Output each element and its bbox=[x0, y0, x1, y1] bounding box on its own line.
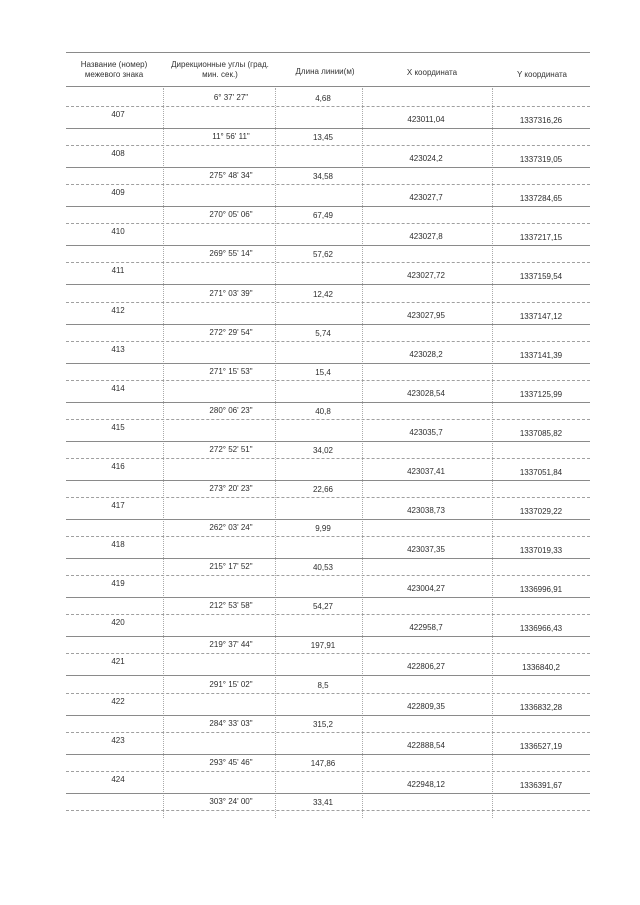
x-coordinate: 423027,72 bbox=[407, 271, 445, 281]
direction-angle: 270° 05' 06" bbox=[209, 210, 253, 220]
header-length: Длина линии(м) bbox=[295, 67, 355, 76]
y-coordinate: 1337051,84 bbox=[519, 467, 563, 477]
line-length: 315,2 bbox=[312, 719, 334, 729]
x-coordinate: 422958,7 bbox=[409, 623, 443, 633]
row-rule bbox=[66, 302, 590, 303]
line-length: 34,02 bbox=[312, 445, 334, 455]
row-rule bbox=[66, 810, 590, 811]
row-rule bbox=[66, 715, 590, 716]
line-length: 22,66 bbox=[312, 485, 334, 494]
row-rule bbox=[66, 324, 590, 325]
y-coordinate: 1337147,12 bbox=[519, 311, 563, 321]
x-coordinate: 422806,27 bbox=[407, 662, 445, 672]
row-rule bbox=[66, 184, 590, 185]
row-rule bbox=[66, 262, 590, 263]
line-length: 57,62 bbox=[312, 250, 334, 260]
y-coordinate: 1337284,65 bbox=[519, 194, 563, 204]
direction-angle: 271° 15' 53" bbox=[209, 366, 253, 376]
row-rule bbox=[66, 558, 590, 559]
mark-number: 417 bbox=[111, 501, 125, 510]
row-rule bbox=[66, 636, 590, 637]
row-rule bbox=[66, 519, 590, 520]
direction-angle: 275° 48' 34" bbox=[209, 171, 253, 181]
y-coordinate: 1336832,28 bbox=[519, 702, 563, 712]
line-length: 54,27 bbox=[312, 602, 334, 612]
x-coordinate: 422888,54 bbox=[407, 740, 445, 750]
row-rule bbox=[66, 732, 590, 733]
line-length: 15,4 bbox=[315, 367, 331, 377]
mark-number: 414 bbox=[111, 383, 125, 393]
line-length: 8,5 bbox=[317, 680, 329, 690]
y-coordinate: 1337316,26 bbox=[519, 116, 563, 125]
row-rule bbox=[66, 223, 590, 224]
y-coordinate: 1337159,54 bbox=[519, 272, 563, 282]
direction-angle: 280° 06' 23" bbox=[209, 405, 253, 415]
direction-angle: 303° 24' 00" bbox=[209, 796, 253, 806]
mark-number: 408 bbox=[111, 149, 125, 159]
row-rule bbox=[66, 693, 590, 694]
y-coordinate: 1336996,91 bbox=[519, 585, 563, 595]
x-coordinate: 423004,27 bbox=[407, 584, 445, 594]
header-mark: Название (номер) межевого знака bbox=[80, 60, 148, 79]
mark-number: 421 bbox=[111, 657, 125, 667]
x-coordinate: 423037,35 bbox=[407, 545, 445, 555]
row-rule bbox=[66, 145, 590, 146]
line-length: 5,74 bbox=[315, 328, 331, 338]
direction-angle: 284° 33' 03" bbox=[209, 718, 253, 728]
x-coordinate: 423037,41 bbox=[407, 466, 445, 476]
row-rule bbox=[66, 597, 590, 598]
line-length: 40,53 bbox=[312, 563, 334, 573]
direction-angle: 6° 37' 27" bbox=[213, 93, 249, 102]
direction-angle: 273° 20' 23" bbox=[209, 484, 253, 493]
mark-number: 418 bbox=[111, 540, 125, 550]
x-coordinate: 423027,7 bbox=[409, 193, 443, 203]
y-coordinate: 1336966,43 bbox=[519, 624, 563, 634]
y-coordinate: 1337125,99 bbox=[519, 389, 563, 399]
row-rule bbox=[66, 675, 590, 676]
y-coordinate: 1337019,33 bbox=[519, 546, 563, 556]
line-length: 13,45 bbox=[312, 133, 334, 143]
mark-number: 424 bbox=[111, 774, 125, 784]
column-divider bbox=[163, 88, 164, 818]
row-rule bbox=[66, 284, 590, 285]
y-coordinate: 1336840,2 bbox=[522, 663, 560, 673]
direction-angle: 219° 37' 44" bbox=[209, 640, 253, 650]
x-coordinate: 423027,8 bbox=[409, 232, 443, 242]
mark-number: 423 bbox=[111, 735, 125, 745]
direction-angle: 215° 17' 52" bbox=[209, 562, 253, 572]
line-length: 12,42 bbox=[312, 289, 334, 299]
y-coordinate: 1337217,15 bbox=[519, 233, 563, 243]
x-coordinate: 422948,12 bbox=[407, 779, 445, 789]
x-coordinate: 423035,7 bbox=[409, 427, 443, 437]
row-rule bbox=[66, 480, 590, 481]
row-rule bbox=[66, 245, 590, 246]
direction-angle: 262° 03' 24" bbox=[209, 523, 253, 533]
header-x: X координата bbox=[406, 68, 458, 77]
y-coordinate: 1337319,05 bbox=[519, 155, 563, 165]
mark-number: 410 bbox=[111, 227, 125, 237]
mark-number: 415 bbox=[111, 422, 125, 432]
x-coordinate: 423028,54 bbox=[407, 388, 445, 398]
column-divider bbox=[362, 88, 363, 818]
row-rule bbox=[66, 614, 590, 615]
row-rule bbox=[66, 341, 590, 342]
direction-angle: 291° 15' 02" bbox=[209, 679, 253, 689]
row-rule bbox=[66, 167, 590, 168]
direction-angle: 212° 53' 58" bbox=[209, 601, 253, 611]
line-length: 197,91 bbox=[310, 641, 336, 651]
row-rule bbox=[66, 497, 590, 498]
row-rule bbox=[66, 458, 590, 459]
mark-number: 407 bbox=[111, 110, 125, 119]
header-y: Y координата bbox=[516, 70, 568, 79]
line-length: 33,41 bbox=[312, 797, 334, 807]
line-length: 4,68 bbox=[315, 94, 331, 103]
x-coordinate: 423028,2 bbox=[409, 349, 443, 359]
y-coordinate: 1337029,22 bbox=[519, 507, 563, 516]
direction-angle: 271° 03' 39" bbox=[209, 288, 253, 298]
x-coordinate: 423038,73 bbox=[407, 506, 445, 515]
mark-number: 422 bbox=[111, 696, 125, 706]
x-coordinate: 423011,04 bbox=[407, 115, 445, 124]
line-length: 40,8 bbox=[315, 406, 331, 416]
line-length: 9,99 bbox=[315, 524, 331, 534]
row-rule bbox=[66, 536, 590, 537]
direction-angle: 11° 56' 11" bbox=[212, 132, 250, 142]
y-coordinate: 1337141,39 bbox=[519, 350, 563, 360]
mark-number: 416 bbox=[111, 461, 125, 471]
mark-number: 411 bbox=[111, 266, 125, 276]
direction-angle: 272° 29' 54" bbox=[209, 327, 253, 337]
y-coordinate: 1336391,67 bbox=[519, 780, 563, 790]
direction-angle: 272° 52' 51" bbox=[209, 444, 253, 454]
mark-number: 412 bbox=[111, 305, 125, 315]
row-rule bbox=[66, 363, 590, 364]
line-length: 67,49 bbox=[312, 211, 334, 221]
row-rule bbox=[66, 128, 590, 129]
direction-angle: 269° 55' 14" bbox=[209, 249, 253, 259]
direction-angle: 293° 45' 46" bbox=[209, 757, 253, 767]
x-coordinate: 423024,2 bbox=[409, 154, 443, 164]
mark-number: 419 bbox=[111, 579, 125, 589]
row-rule bbox=[66, 206, 590, 207]
row-rule bbox=[66, 575, 590, 576]
x-coordinate: 422809,35 bbox=[407, 701, 445, 711]
header-bottom-rule bbox=[66, 86, 590, 87]
row-rule bbox=[66, 771, 590, 772]
line-length: 147,86 bbox=[310, 758, 336, 768]
row-rule bbox=[66, 106, 590, 107]
row-rule bbox=[66, 653, 590, 654]
header-top-rule bbox=[66, 52, 590, 53]
row-rule bbox=[66, 419, 590, 420]
y-coordinate: 1336527,19 bbox=[519, 741, 563, 751]
mark-number: 420 bbox=[111, 618, 125, 628]
x-coordinate: 423027,95 bbox=[407, 310, 445, 320]
column-divider bbox=[492, 88, 493, 818]
row-rule bbox=[66, 793, 590, 794]
line-length: 34,58 bbox=[312, 172, 334, 182]
row-rule bbox=[66, 380, 590, 381]
row-rule bbox=[66, 402, 590, 403]
y-coordinate: 1337085,82 bbox=[519, 428, 563, 438]
mark-number: 413 bbox=[111, 344, 125, 354]
header-angle: Дирекционные углы (град. мин. сек.) bbox=[171, 60, 269, 79]
row-rule bbox=[66, 441, 590, 442]
mark-number: 409 bbox=[111, 188, 125, 198]
row-rule bbox=[66, 754, 590, 755]
